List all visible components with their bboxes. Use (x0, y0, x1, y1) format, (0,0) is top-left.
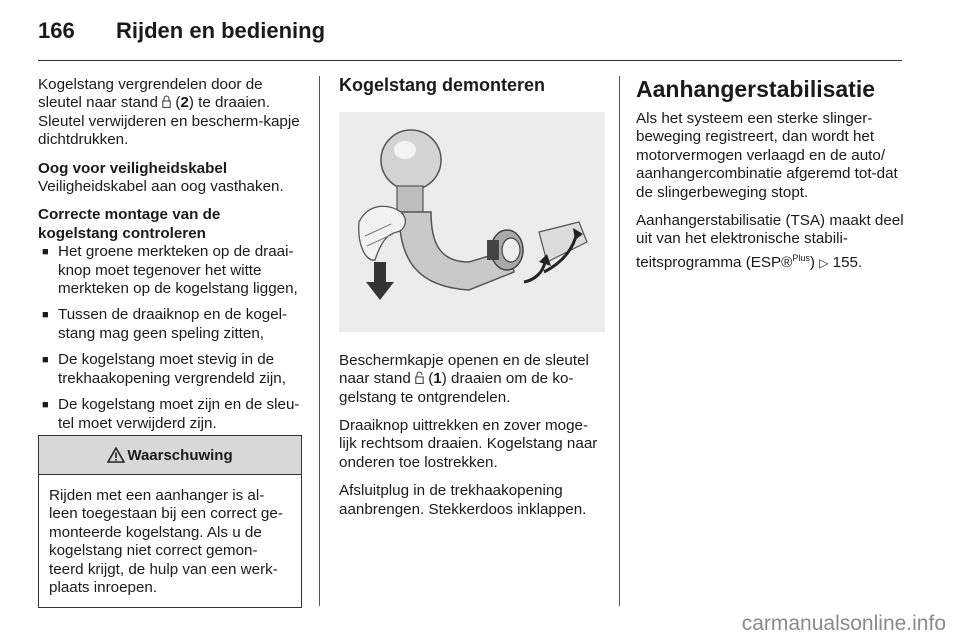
column-right (636, 76, 906, 282)
page-header (38, 18, 325, 48)
warning-box (38, 435, 302, 608)
column-left (38, 76, 304, 441)
bullet-icon: ■ (42, 246, 49, 259)
lock-open-icon (415, 371, 424, 384)
column-middle (339, 76, 605, 529)
column-divider (619, 76, 620, 606)
list-item: ■ De kogelstang moet zijn en de sleu-tel moet verwijderd zijn. (42, 396, 300, 432)
page-number: 166 (38, 18, 75, 43)
section-heading-remove: Kogelstang demonteren (339, 75, 546, 95)
bullet-icon: ■ (42, 309, 49, 322)
subheading-check-mounting: Correcte montage van de kogelstang controleren (38, 206, 221, 242)
paragraph-tsa: Aanhangerstabilisatie (TSA) maakt deel uit van het elektronische stabili-teitsprogramma (ESP®$^{Plus}$) ▷ 155. (636, 212, 904, 271)
page-title: Rijden en bediening (116, 18, 326, 43)
list-item: ■ Tussen de draaiknop en de kogel-stang mag geen speling zitten, (42, 306, 288, 342)
subheading-safety-eye: Oog voor veiligheidskabel (38, 159, 228, 177)
column-divider (319, 76, 320, 606)
paragraph-safety-cable: Veiligheidskabel aan oog vasthaken. (38, 178, 284, 196)
list-item: ■ Het groene merkteken op de draai-knop moet tegenover het witte merkteken op de kogelstang liggen, (42, 243, 298, 298)
bullet-icon: ■ (42, 399, 49, 412)
page-reference-arrow-icon: ▷ (819, 255, 829, 270)
paragraph-stabilisation: Als het systeem een sterke slinger-beweging registreert, dan wordt het motorvermogen verlaagd en de auto/ aanhangercombinatie afgeremd tot-dat de slingerbeweging stopt. (636, 110, 898, 201)
warning-text: Rijden met een aanhanger is al-leen toegestaan bij een correct ge-monteerde kogelstang. Als u de kogelstang niet correct gemon-teerd krijgt, de hulp van een werk-plaats inroepen. (49, 487, 283, 597)
warning-triangle-icon (107, 447, 125, 463)
warning-header (39, 436, 301, 475)
paragraph-lock: Kogelstang vergrendelen door de sleutel naar stand (2) te draaien. Sleutel verwijderen en bescherm-kapje dichtdrukken. (38, 76, 300, 149)
bullet-icon: ■ (42, 354, 49, 367)
page-reference[interactable]: 155. (832, 253, 863, 271)
watermark: carmanualsonline.info (741, 612, 946, 635)
list-item: ■ De kogelstang moet stevig in de trekhaakopening vergrendeld zijn, (42, 351, 286, 387)
section-heading-stabilisation: Aanhangerstabilisatie (636, 76, 876, 102)
lock-closed-icon (162, 95, 171, 108)
check-list (38, 243, 304, 433)
warning-title: Waarschuwing (127, 446, 233, 464)
header-divider (38, 60, 902, 61)
paragraph-unlock: Beschermkapje openen en de sleutel naar stand (1) draaien om de ko-gelstang te ontgrendelen. (339, 351, 589, 406)
paragraph-plug: Afsluitplug in de trekhaakopening aanbrengen. Stekkerdoos inklappen. (339, 482, 587, 518)
paragraph-pull-knob: Draaiknop uittrekken en zover moge-lijk rechtsom draaien. Kogelstang naar onderen toe lostrekken. (339, 417, 598, 471)
towbar-removal-illustration (339, 112, 605, 332)
